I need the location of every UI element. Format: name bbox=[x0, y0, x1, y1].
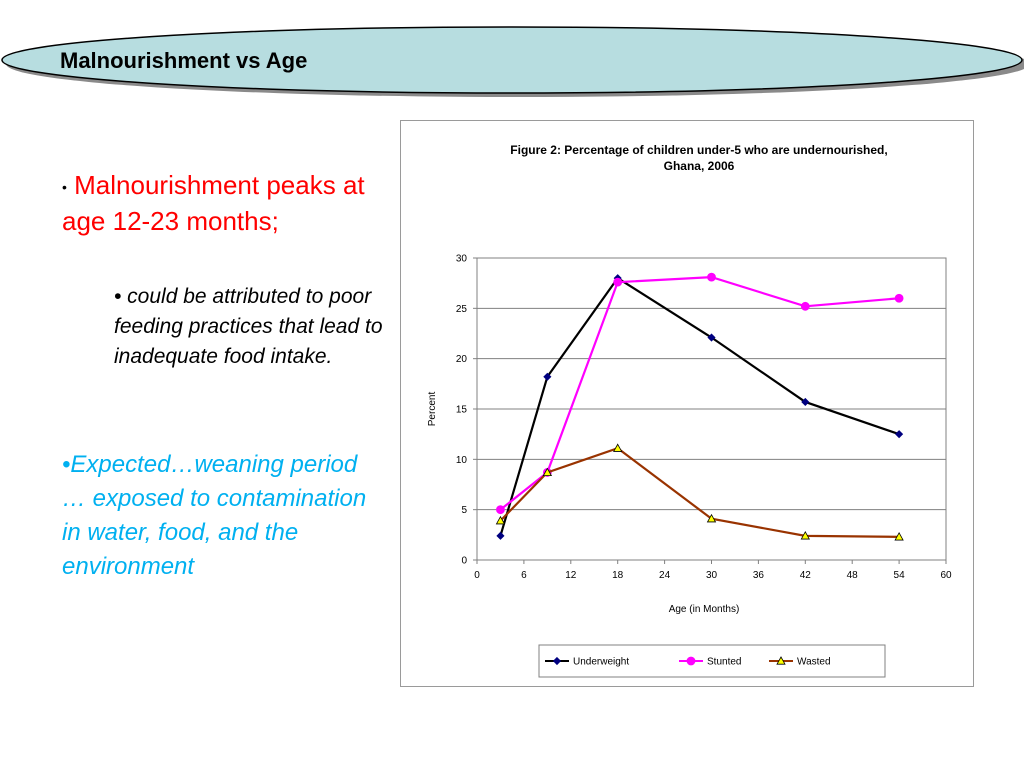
y-tick-label: 30 bbox=[455, 253, 467, 265]
x-tick-label: 54 bbox=[893, 570, 905, 581]
data-point-stunted bbox=[708, 273, 716, 281]
x-tick-label: 12 bbox=[565, 570, 577, 581]
line-chart bbox=[401, 121, 973, 686]
bullet-weaning-period: •Expected…weaning period … exposed to contamination in water, food, and the environment bbox=[62, 451, 367, 580]
legend-label-wasted: Wasted bbox=[797, 656, 831, 668]
y-tick-label: 15 bbox=[455, 404, 467, 416]
y-tick-label: 20 bbox=[455, 354, 467, 366]
x-tick-label: 24 bbox=[659, 570, 671, 581]
x-tick-label: 6 bbox=[521, 570, 527, 581]
x-tick-label: 48 bbox=[846, 570, 858, 581]
bullet-marker: • bbox=[62, 179, 67, 196]
x-tick-label: 0 bbox=[474, 570, 480, 581]
x-tick-label: 18 bbox=[612, 570, 624, 581]
y-tick-label: 25 bbox=[455, 303, 467, 315]
bullet-feeding-practices: • could be attributed to poor feeding practices that lead to inadequate food intake. bbox=[114, 285, 383, 368]
x-tick-label: 30 bbox=[705, 570, 718, 581]
chart-frame bbox=[400, 120, 974, 687]
x-tick-label: 42 bbox=[799, 570, 811, 581]
data-point-stunted bbox=[614, 278, 622, 286]
y-tick-label: 10 bbox=[455, 454, 467, 466]
legend-label-stunted: Stunted bbox=[707, 656, 742, 668]
data-point-stunted bbox=[895, 294, 903, 302]
slide-title: Malnourishment vs Age bbox=[60, 48, 308, 73]
x-tick-label: 36 bbox=[752, 570, 764, 581]
data-point-stunted bbox=[801, 302, 809, 310]
y-axis-label: Percent bbox=[427, 391, 438, 427]
chart-title-line2: Ghana, 2006 bbox=[663, 159, 735, 173]
data-point-stunted bbox=[496, 506, 504, 514]
bullet-malnourishment-peaks bbox=[62, 168, 382, 238]
chart-title: Figure 2: Percentage of children under-5 who are undernourished, bbox=[510, 143, 888, 157]
legend-marker-stunted bbox=[687, 657, 695, 665]
legend-label-underweight: Underweight bbox=[573, 656, 630, 668]
y-tick-label: 5 bbox=[461, 505, 467, 517]
y-tick-label: 0 bbox=[461, 555, 467, 567]
bullet-text: Malnourishment peaks at age 12-23 months; bbox=[62, 170, 365, 237]
x-axis-label: Age (in Months) bbox=[668, 604, 740, 615]
x-tick-label: 60 bbox=[940, 570, 952, 581]
